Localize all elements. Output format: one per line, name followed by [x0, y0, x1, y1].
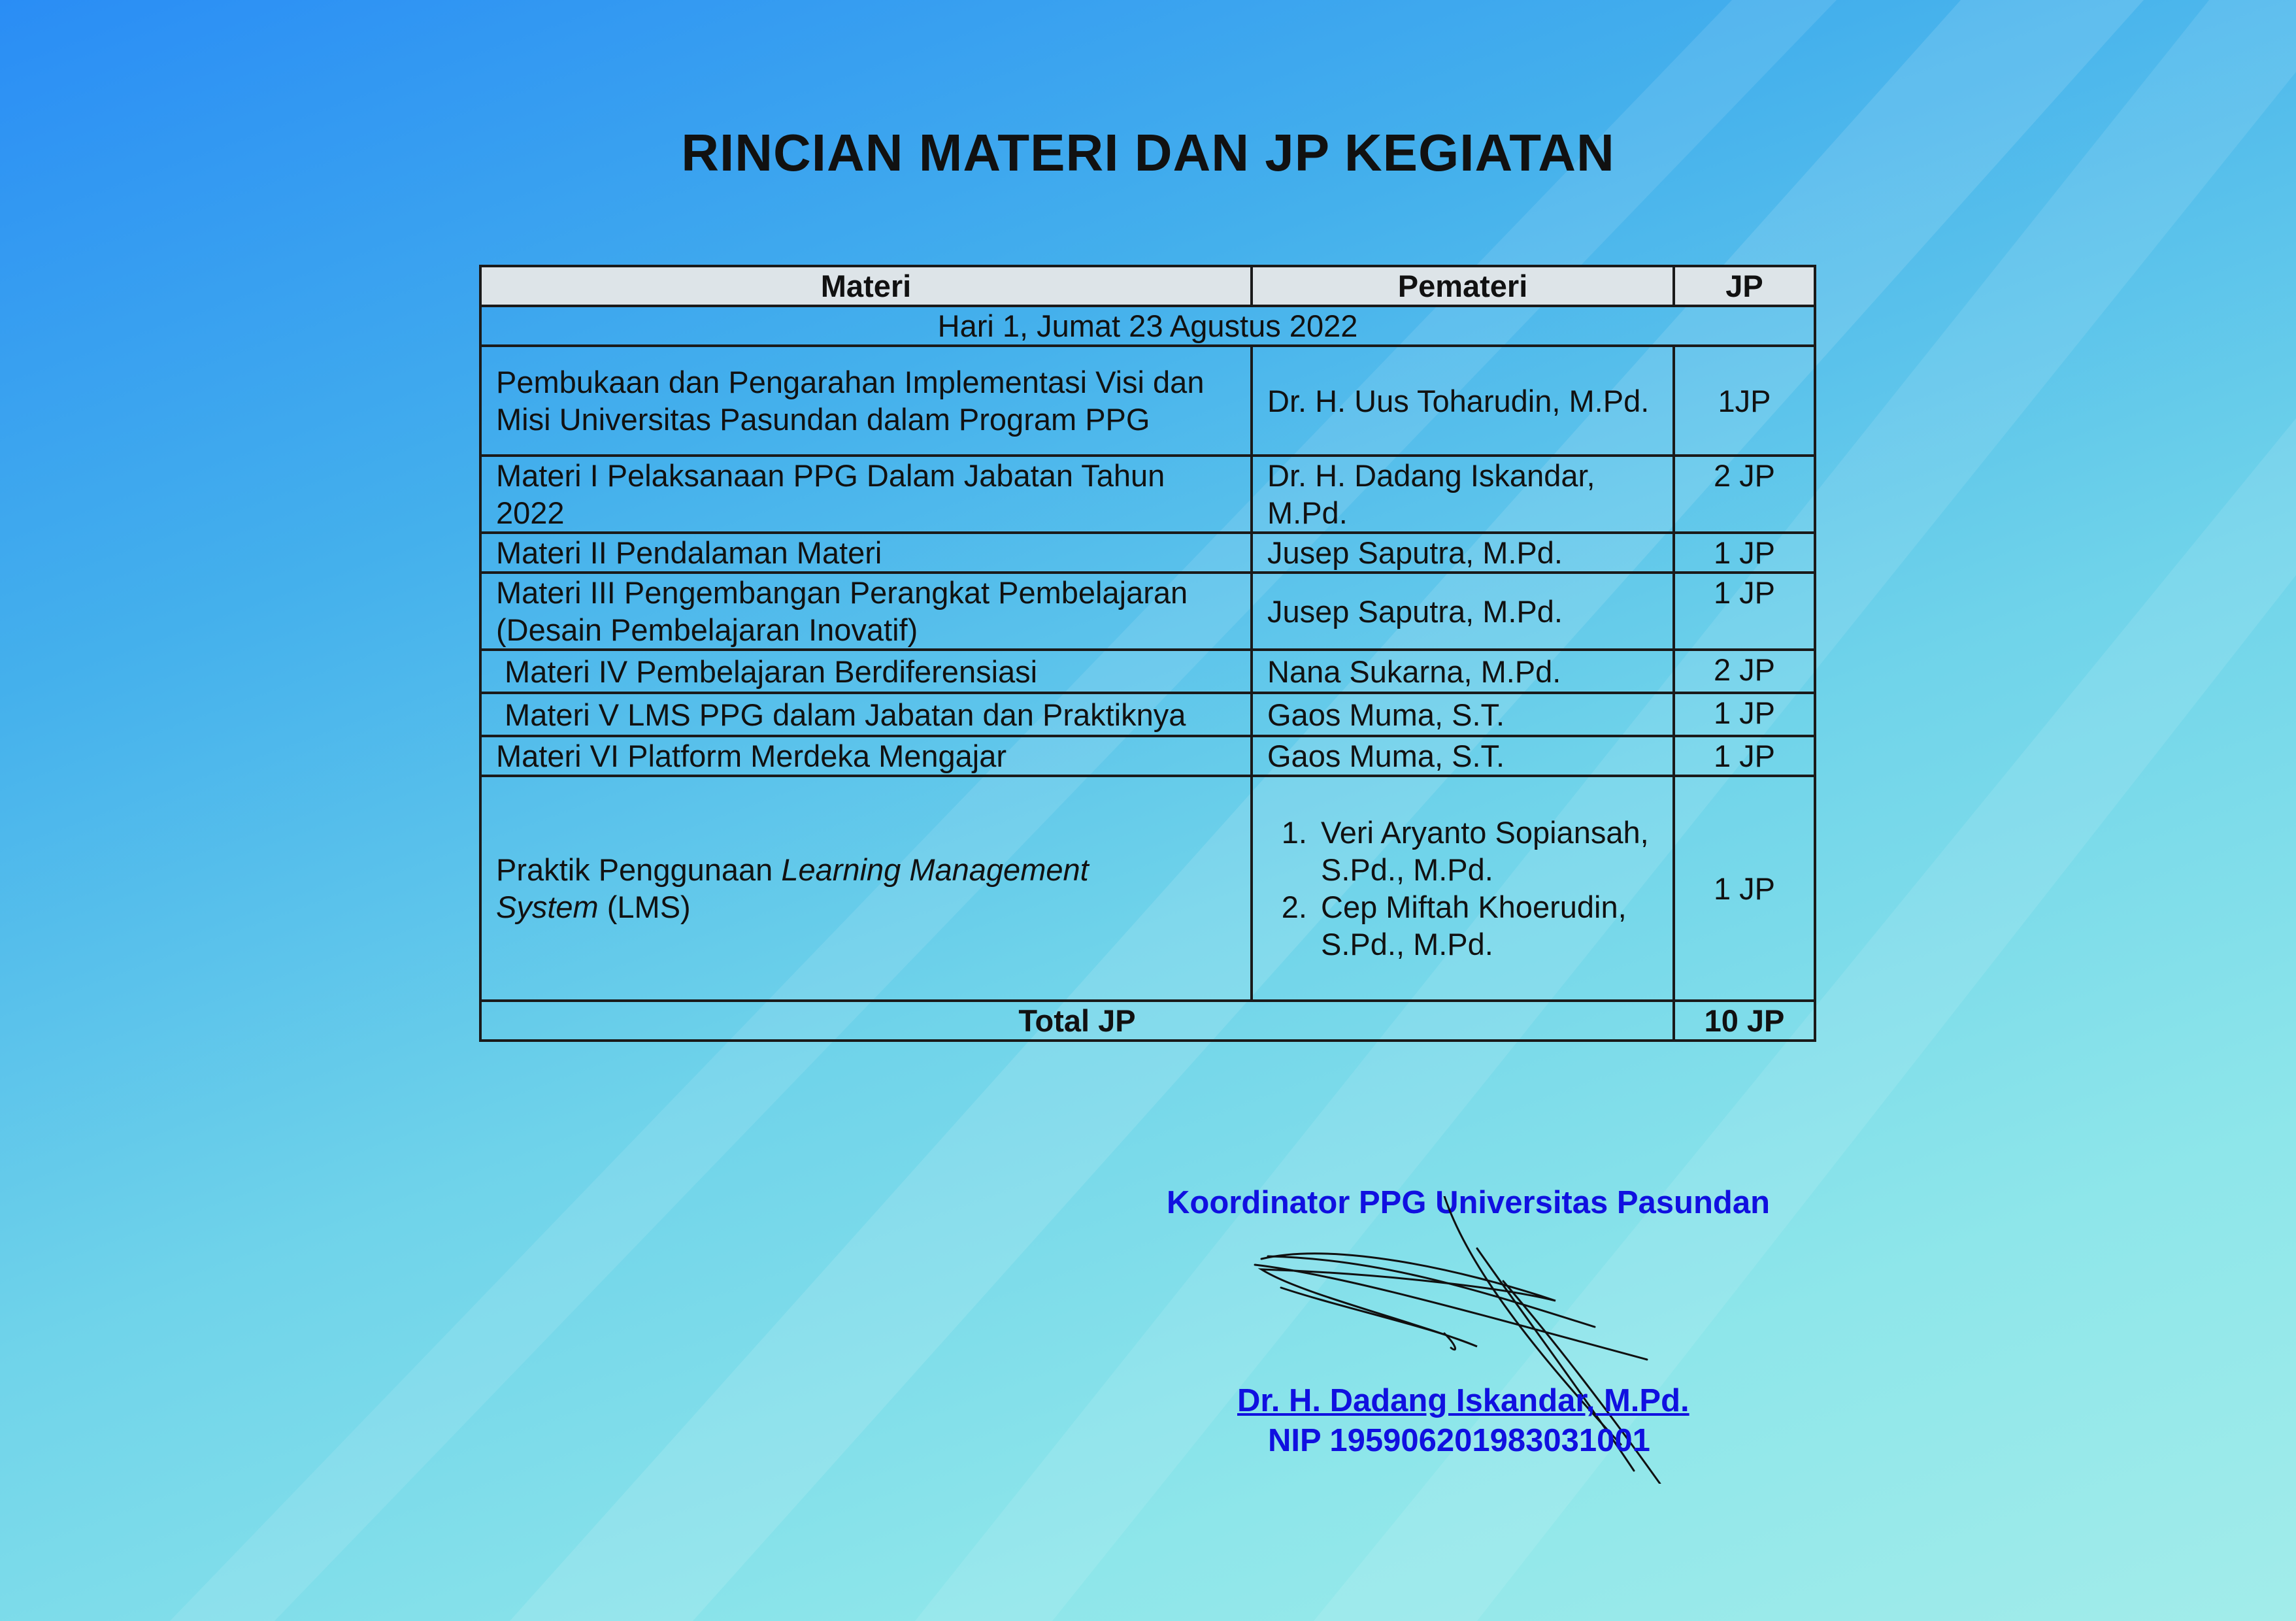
- materi-cell: [480, 776, 1252, 1001]
- pemateri-cell: Nana Sukarna, M.Pd.: [1252, 650, 1674, 693]
- signatory-name: Dr. H. Dadang Iskandar, M.Pd.: [1237, 1383, 1689, 1418]
- materi-cell: Pembukaan dan Pengarahan Implementasi Visi dan Misi Universitas Pasundan dalam Program PPG: [480, 346, 1252, 456]
- materi-cell: Materi VI Platform Merdeka Mengajar: [480, 736, 1252, 776]
- jp-cell: 1 JP: [1674, 736, 1815, 776]
- total-label: Total JP: [480, 1001, 1674, 1041]
- table-row: [480, 776, 1815, 1001]
- pemateri-cell: Jusep Saputra, M.Pd.: [1252, 533, 1674, 573]
- pemateri-cell: Gaos Muma, S.T.: [1252, 736, 1674, 776]
- materi-table: [479, 265, 1816, 1042]
- table-row: [480, 456, 1815, 533]
- speaker-item: 2. Cep Miftah Khoerudin, S.Pd., M.Pd.: [1316, 888, 1658, 963]
- speaker-item: 1. Veri Aryanto Sopiansah, S.Pd., M.Pd.: [1316, 814, 1658, 888]
- total-row: [480, 1001, 1815, 1041]
- materi-italic-2: System: [496, 890, 599, 924]
- table-row: [480, 736, 1815, 776]
- materi-cell: Materi II Pendalaman Materi: [480, 533, 1252, 573]
- pemateri-cell: Jusep Saputra, M.Pd.: [1252, 573, 1674, 650]
- materi-prefix: Praktik Penggunaan: [496, 852, 782, 887]
- signature-title: Koordinator PPG Universitas Pasundan: [1167, 1185, 1771, 1220]
- jp-cell: 2 JP: [1674, 650, 1815, 693]
- materi-italic-1: Learning Management: [781, 852, 1089, 887]
- jp-cell: 1 JP: [1674, 693, 1815, 736]
- pemateri-cell: Dr. H. Dadang Iskandar, M.Pd.: [1252, 456, 1674, 533]
- pemateri-cell: [1252, 776, 1674, 1001]
- materi-cell: Materi IV Pembelajaran Berdiferensiasi: [480, 650, 1252, 693]
- table-row: [480, 346, 1815, 456]
- header-materi: Materi: [480, 266, 1252, 306]
- page-title: RINCIAN MATERI DAN JP KEGIATAN: [681, 124, 1615, 182]
- jp-cell: 1 JP: [1674, 776, 1815, 1001]
- table-row: [480, 533, 1815, 573]
- signatory-nip: NIP 195906201983031001: [1268, 1423, 1650, 1458]
- jp-cell: 1 JP: [1674, 573, 1815, 650]
- materi-cell: Materi V LMS PPG dalam Jabatan dan Praktiknya: [480, 693, 1252, 736]
- pemateri-cell: Dr. H. Uus Toharudin, M.Pd.: [1252, 346, 1674, 456]
- materi-cell: Materi I Pelaksanaan PPG Dalam Jabatan Tahun 2022: [480, 456, 1252, 533]
- day-label: Hari 1, Jumat 23 Agustus 2022: [480, 306, 1815, 346]
- day-row: [480, 306, 1815, 346]
- pemateri-cell: Gaos Muma, S.T.: [1252, 693, 1674, 736]
- jp-cell: 1JP: [1674, 346, 1815, 456]
- header-pemateri: Pemateri: [1252, 266, 1674, 306]
- table-row: [480, 650, 1815, 693]
- speaker-list: [1267, 814, 1658, 963]
- materi-cell: Materi III Pengembangan Perangkat Pembelajaran (Desain Pembelajaran Inovatif): [480, 573, 1252, 650]
- header-jp: JP: [1674, 266, 1815, 306]
- total-value: 10 JP: [1674, 1001, 1815, 1041]
- materi-suffix: (LMS): [598, 890, 691, 924]
- jp-cell: 2 JP: [1674, 456, 1815, 533]
- table-header-row: [480, 266, 1815, 306]
- table-row: [480, 573, 1815, 650]
- jp-cell: 1 JP: [1674, 533, 1815, 573]
- table-row: [480, 693, 1815, 736]
